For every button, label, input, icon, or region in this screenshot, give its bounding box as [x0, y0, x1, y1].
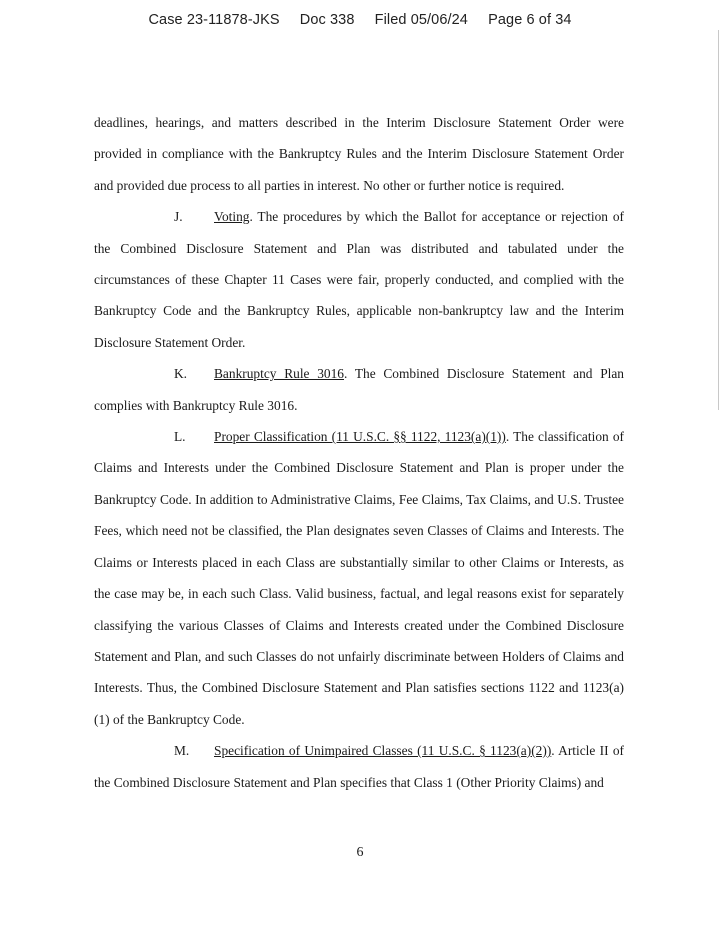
- paragraph-text: . The Combined Disclosure Statement and Plan complies with Bankruptcy Rule 3016.: [94, 366, 624, 413]
- paragraph-heading: Specification of Unimpaired Classes (11 U.S.C. § 1123(a)(2)): [214, 743, 552, 759]
- paragraph-heading: Voting: [214, 209, 250, 225]
- paragraph-M: [94, 735, 624, 798]
- paragraph-label: M.: [174, 743, 190, 759]
- paragraph-text: . The procedures by which the Ballot for acceptance or rejection of the Combined Disclosure Statement and Plan was distributed and tabulated under the circumstances of these Chapter 11 Cases were fair, properly conducted, and complied with the Bankruptcy Code and the Bankruptcy Rules, applicable non-bankruptcy law and the Interim Disclosure Statement Order.: [94, 209, 624, 350]
- margin-rule: [718, 30, 719, 410]
- paragraph-continued: deadlines, hearings, and matters described in the Interim Disclosure Statement Order were provided in compliance with the Bankruptcy Rules and the Interim Disclosure Statement Order and provided due process to all parties in interest. No other or further notice is required.: [94, 115, 624, 193]
- paragraph-L: [94, 421, 624, 735]
- paragraph-heading: Proper Classification (11 U.S.C. §§ 1122, 1123(a)(1)): [214, 429, 506, 445]
- document-body: [94, 107, 624, 798]
- page-count: Page 6 of 34: [488, 12, 572, 28]
- filed-date: Filed 05/06/24: [374, 12, 468, 28]
- doc-number: Doc 338: [299, 12, 355, 28]
- page-number: 6: [356, 845, 364, 860]
- paragraph-text: . The classification of Claims and Interests under the Combined Disclosure Statement and Plan is proper under the Bankruptcy Code. In addition to Administrative Claims, Fee Claims, Tax Claims, and U.S. Trustee Fees, which need not be classified, the Plan designates seven Classes of Claims and Interests. The Claims or Interests placed in each Class are substantially similar to other Claims or Interests, as the case may be, in each such Class. Valid business, factual, and legal reasons exist for separately classifying the various Classes of Claims and Interests created under the Combined Disclosure Statement and Plan, and such Classes do not unfairly discriminate between Holders of Claims and Interests. Thus, the Combined Disclosure Statement and Plan satisfies sections 1122 and 1123(a)(1) of the Bankruptcy Code.: [94, 429, 624, 727]
- paragraph-label: K.: [174, 366, 188, 382]
- paragraph-K: [94, 358, 624, 421]
- paragraph-J: [94, 201, 624, 358]
- filing-header: [0, 12, 720, 28]
- case-number: Case 23-11878-JKS: [148, 12, 280, 28]
- paragraph-label: L.: [174, 429, 186, 445]
- paragraph-text: . Article II of the Combined Disclosure Statement and Plan specifies that Class 1 (Other Priority Claims) and: [94, 743, 624, 790]
- paragraph-label: J.: [174, 209, 183, 225]
- paragraph-heading: Bankruptcy Rule 3016: [214, 366, 344, 382]
